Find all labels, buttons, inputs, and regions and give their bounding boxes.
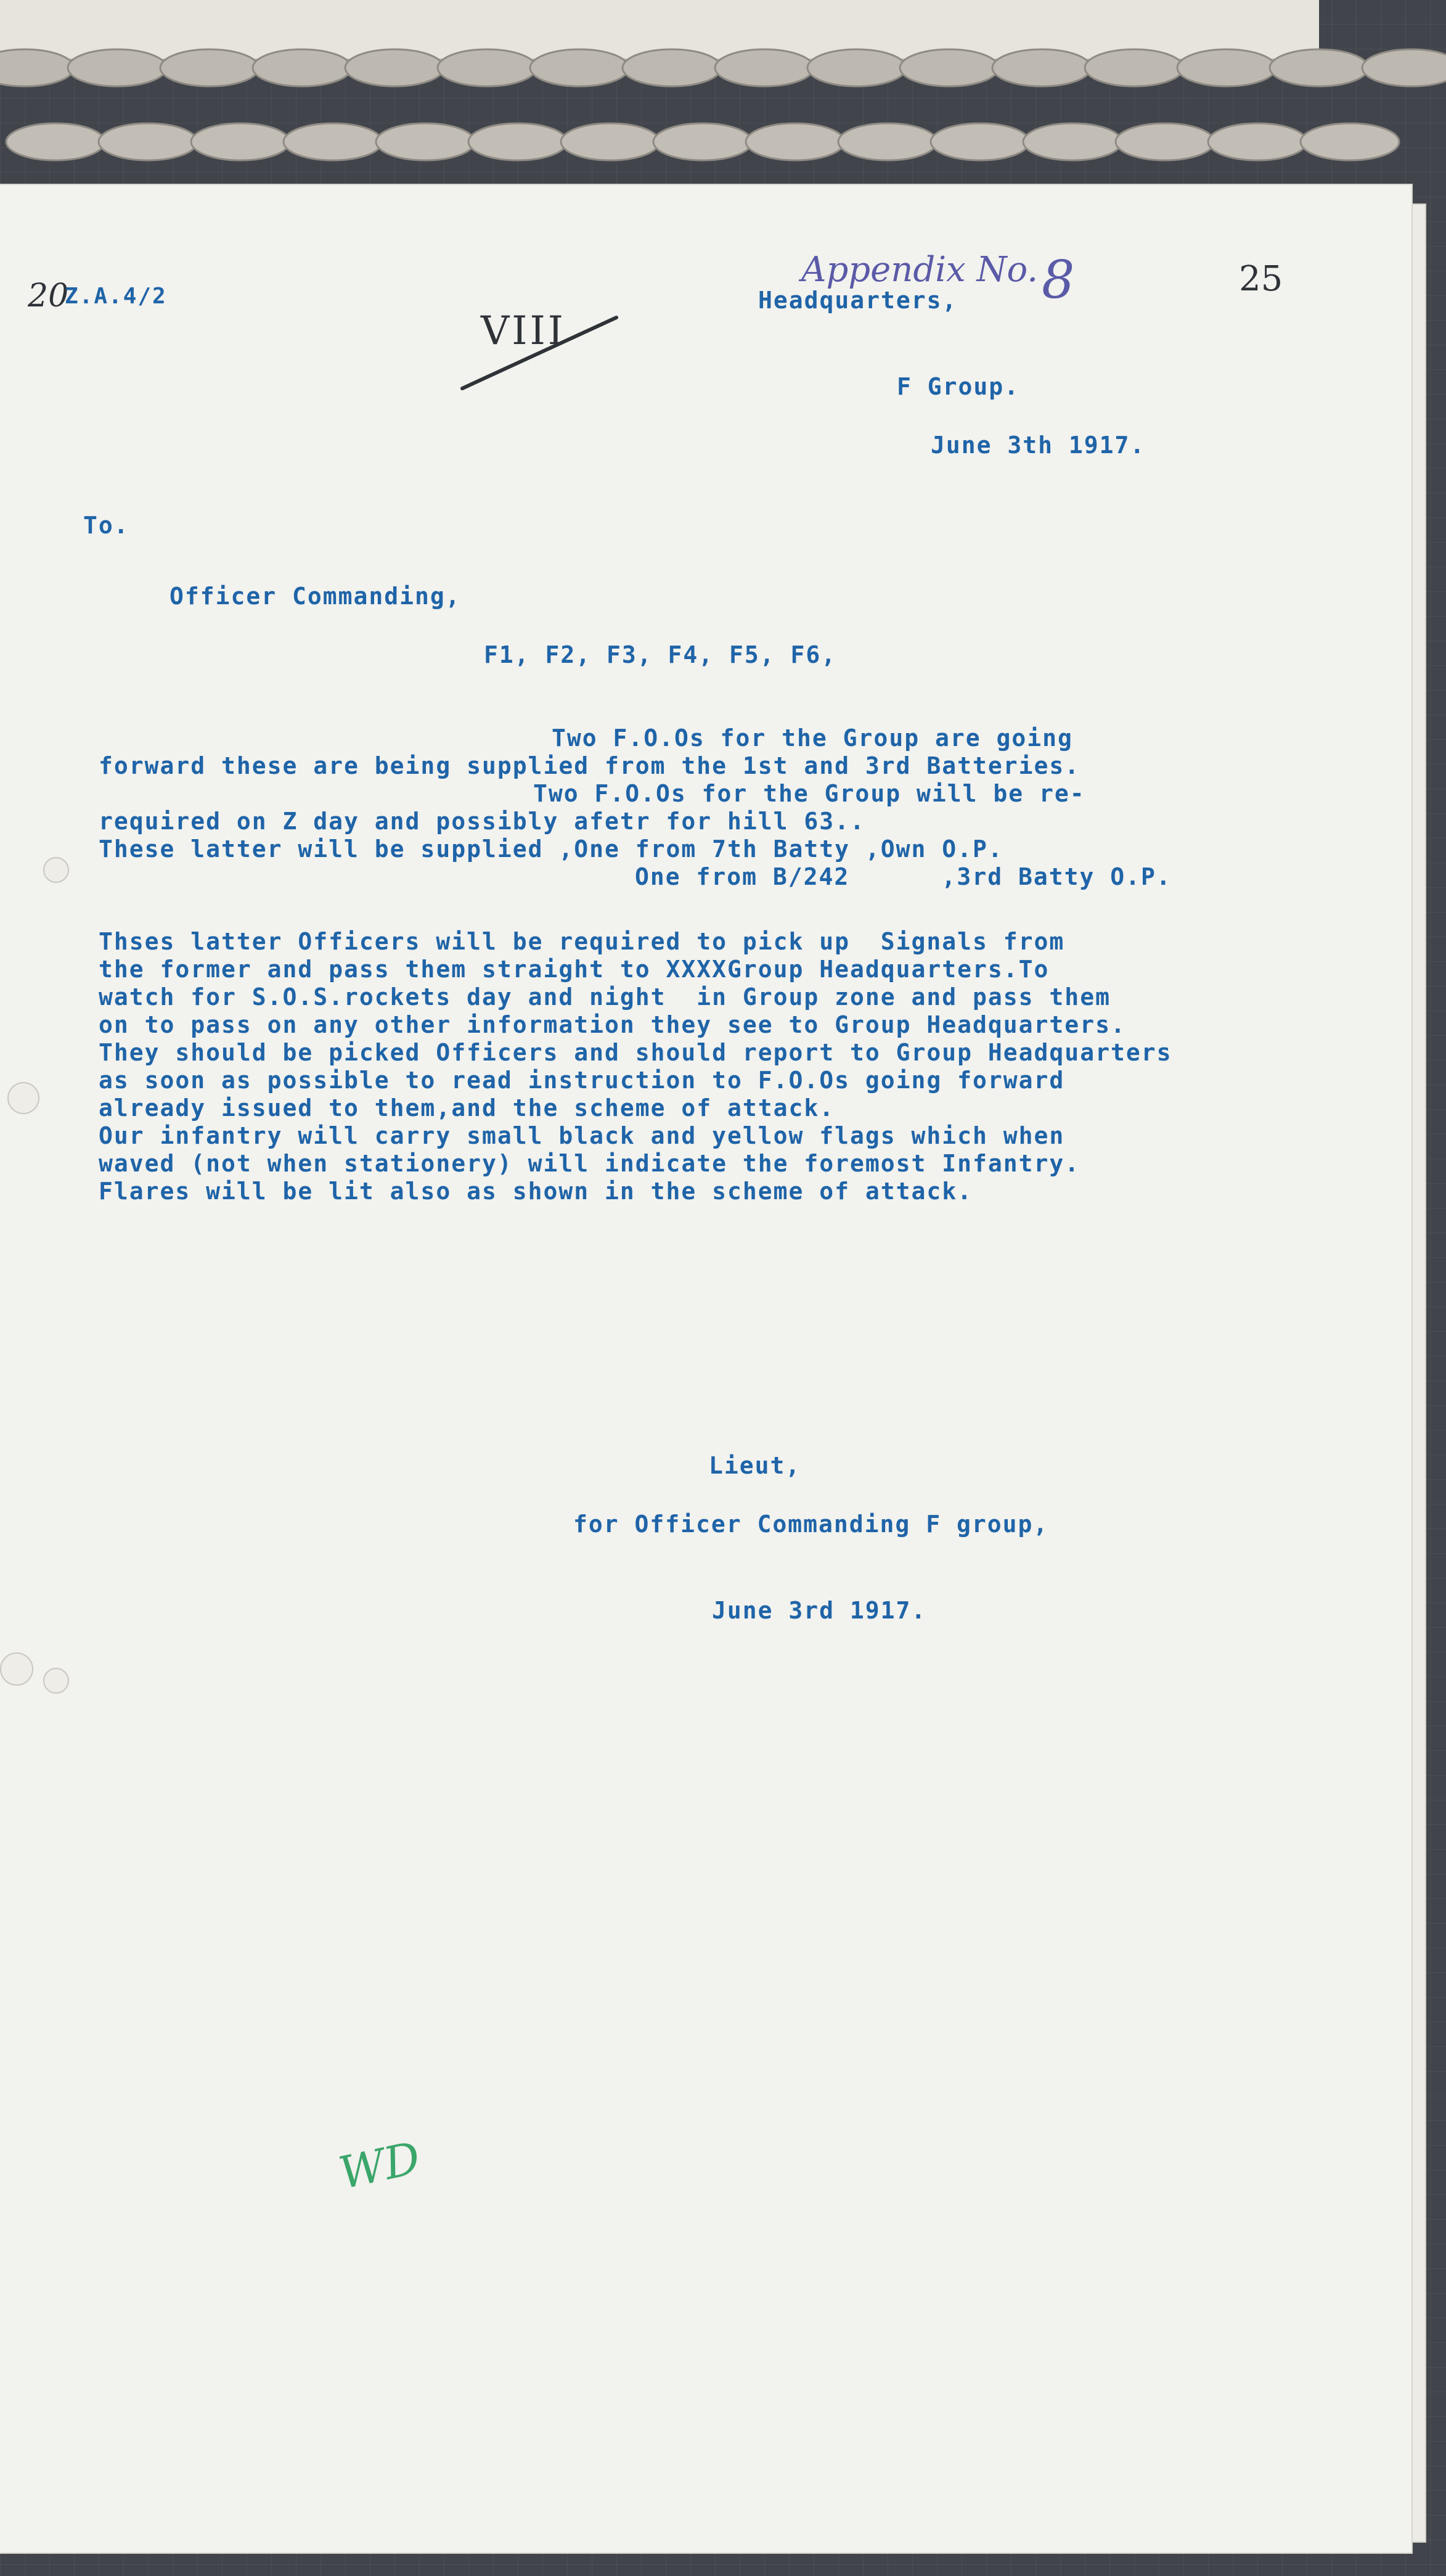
- date-top: June 3th 1917.: [931, 432, 1146, 459]
- initials-mark: WD: [334, 2131, 425, 2199]
- body-line: required on Z day and possibly afetr for hill 63..: [99, 808, 865, 835]
- body-line: on to pass on any other information they see to Group Headquarters.: [99, 1011, 1126, 1038]
- body-line: watch for S.O.S.rockets day and night in Group zone and pass them: [99, 983, 1111, 1011]
- addressee: Officer Commanding,: [170, 583, 461, 610]
- punch-hole: [0, 1652, 33, 1686]
- body-line: Two F.O.Os for the Group are going: [552, 724, 1073, 752]
- signature-rank: Lieut,: [709, 1452, 801, 1479]
- body-line: One from B/242 ,3rd Batty O.P.: [635, 863, 1172, 890]
- headquarters-label: Headquarters,: [758, 287, 958, 314]
- handwritten-ref-number: 20: [28, 277, 69, 314]
- pencil-stroke: [456, 308, 629, 407]
- body-line: the former and pass them straight to XXXXGroup Headquarters.To: [99, 956, 1050, 983]
- appendix-number: 8: [1042, 250, 1075, 310]
- binding-cord-lower: [0, 117, 1446, 166]
- body-line: They should be picked Officers and should report to Group Headquarters: [99, 1039, 1172, 1066]
- punch-hole: [43, 857, 69, 883]
- appendix-label: Appendix No.: [801, 250, 1039, 290]
- body-line: Flares will be lit also as shown in the scheme of attack.: [99, 1178, 973, 1205]
- to-label: To.: [83, 512, 129, 539]
- body-line: as soon as possible to read instruction to F.O.Os going forward: [99, 1067, 1065, 1094]
- page-number: 25: [1239, 259, 1283, 299]
- body-line: Thses latter Officers will be required to pick up Signals from: [99, 928, 1065, 955]
- punch-hole: [43, 1668, 69, 1694]
- group-label: F Group.: [897, 373, 1020, 400]
- signature-for: for Officer Commanding F group,: [573, 1511, 1049, 1538]
- date-bottom: June 3rd 1917.: [712, 1597, 927, 1624]
- document-page: [0, 185, 1411, 2553]
- unit-list: F1, F2, F3, F4, F5, F6,: [484, 641, 837, 668]
- body-line: These latter will be supplied ,One from 7th Batty ,Own O.P.: [99, 835, 1003, 863]
- binding-cord-upper: [0, 43, 1446, 92]
- body-line: waved (not when stationery) will indicate the foremost Infantry.: [99, 1150, 1080, 1177]
- roman-numeral-mark: VIII: [481, 308, 566, 354]
- body-line: Our infantry will carry small black and yellow flags which when: [99, 1122, 1065, 1149]
- body-line: already issued to them,and the scheme of attack.: [99, 1094, 835, 1122]
- punch-hole: [7, 1082, 39, 1114]
- body-line: forward these are being supplied from the 1st and 3rd Batteries.: [99, 752, 1080, 779]
- body-line: Two F.O.Os for the Group will be re-: [533, 780, 1085, 807]
- file-reference: Z.A.4/2: [65, 284, 167, 309]
